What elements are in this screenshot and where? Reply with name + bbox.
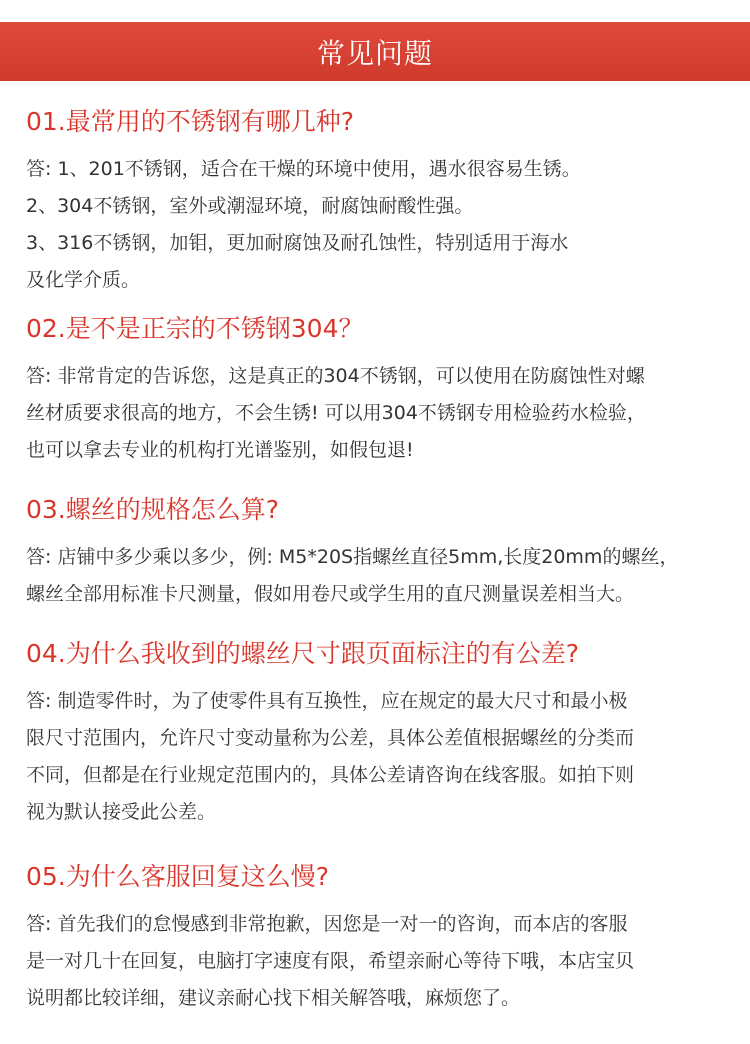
- answer-line: 答: 店铺中多少乘以多少，例: M5*20S指螺丝直径5mm,长度20mm的螺丝，: [26, 546, 679, 568]
- faq-answer: [26, 906, 730, 1017]
- answer-line: 是一对几十在回复，电脑打字速度有限，希望亲耐心等待下哦，本店宝贝: [26, 950, 635, 972]
- faq-item-1: [26, 106, 730, 299]
- answer-line: 螺丝全部用标准卡尺测量，假如用卷尺或学生用的直尺测量误差相当大。: [26, 583, 635, 605]
- answer-line: 及化学介质。: [26, 269, 141, 291]
- faq-item-5: [26, 861, 730, 1017]
- answer-line: 也可以拿去专业的机构打光谱鉴别，如假包退!: [26, 439, 414, 461]
- faq-answer: [26, 358, 730, 469]
- faq-question: 04.为什么我收到的螺丝尺寸跟页面标注的有公差?: [26, 639, 580, 668]
- answer-line: 不同，但都是在行业规定范围内的，具体公差请咨询在线客服。如拍下则: [26, 764, 635, 786]
- faq-question: 03.螺丝的规格怎么算?: [26, 495, 280, 524]
- faq-answer: [26, 151, 730, 299]
- faq-question: 01.最常用的不锈钢有哪几种?: [26, 107, 355, 136]
- faq-item-2: [26, 313, 730, 469]
- answer-line: 答: 制造零件时，为了使零件具有互换性，应在规定的最大尺寸和最小极: [26, 690, 628, 712]
- faq-answer: [26, 683, 730, 831]
- faq-answer: [26, 539, 730, 613]
- answer-line: 2、304不锈钢，室外或潮湿环境，耐腐蚀耐酸性强。: [26, 195, 474, 217]
- faq-item-4: [26, 638, 730, 831]
- answer-line: 说明都比较详细，建议亲耐心找下相关解答哦，麻烦您了。: [26, 987, 521, 1009]
- answer-line: 视为默认接受此公差。: [26, 801, 217, 823]
- answer-line: 答: 非常肯定的告诉您，这是真正的304不锈钢，可以使用在防腐蚀性对螺: [26, 365, 645, 387]
- faq-item-3: [26, 494, 730, 613]
- faq-question: 02.是不是正宗的不锈钢304？: [26, 314, 364, 343]
- header-bar: [0, 22, 750, 81]
- answer-line: 答: 1、201不锈钢，适合在干燥的环境中使用，遇水很容易生锈。: [26, 158, 581, 180]
- answer-line: 丝材质要求很高的地方，不会生锈! 可以用304不锈钢专用检验药水检验，: [26, 402, 646, 424]
- page-title: 常见问题: [316, 36, 433, 70]
- answer-line: 限尺寸范围内，允许尺寸变动量称为公差，具体公差值根据螺丝的分类而: [26, 727, 635, 749]
- answer-line: 答: 首先我们的怠慢感到非常抱歉，因您是一对一的咨询，而本店的客服: [26, 913, 628, 935]
- faq-question: 05.为什么客服回复这么慢?: [26, 862, 330, 891]
- answer-line: 3、316不锈钢，加钼，更加耐腐蚀及耐孔蚀性，特别适用于海水: [26, 232, 569, 254]
